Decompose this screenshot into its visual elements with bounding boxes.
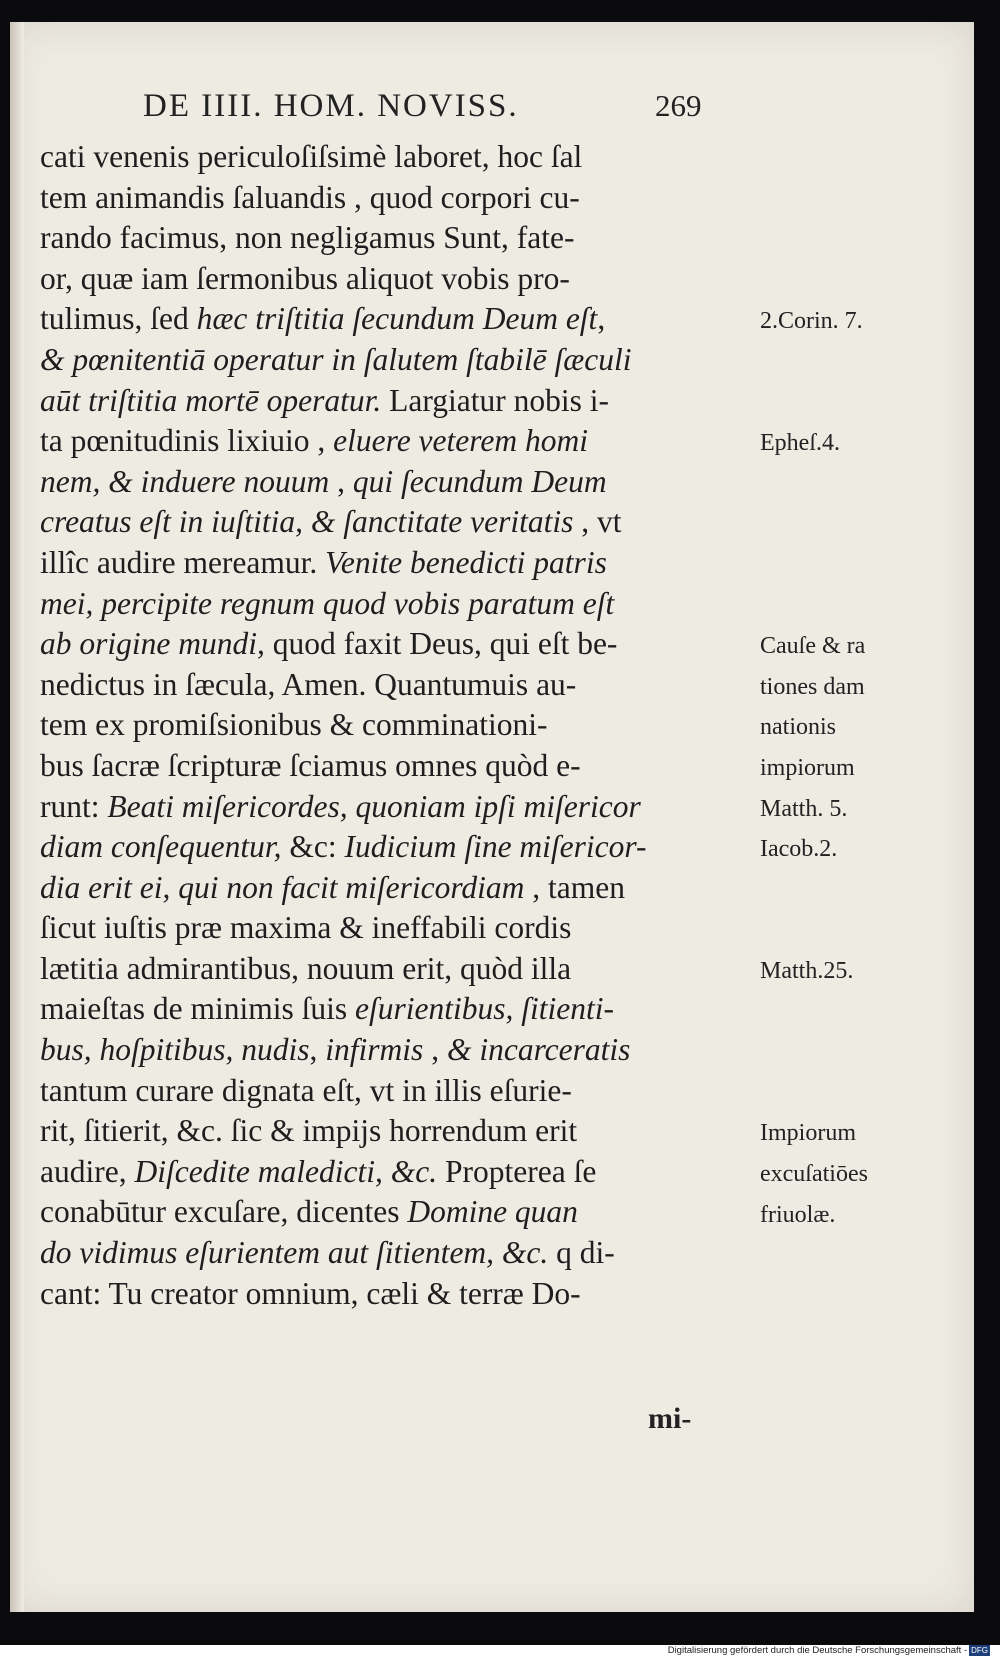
- text-segment: q di-: [548, 1235, 615, 1271]
- italic-segment: infirmis: [325, 1032, 424, 1068]
- italic-segment: bus, hoſpitibus, nudis: [40, 1032, 310, 1068]
- italic-segment: Iudicium ſine miſericor-: [344, 829, 647, 865]
- body-text: [40, 137, 868, 1314]
- text-line: [40, 1071, 740, 1112]
- catchword: mi-: [648, 1402, 692, 1435]
- text-line: [40, 949, 740, 990]
- text-line: [40, 584, 740, 625]
- text-segment: ſicut iuſtis præ maxima & ineffabili cordis: [40, 910, 572, 946]
- italic-segment: ab origine mundi,: [40, 626, 265, 662]
- text-line: [40, 746, 740, 787]
- text-line: [40, 543, 740, 584]
- text-line: [40, 989, 740, 1030]
- text-segment: lætitia admirantibus, nouum erit, quòd illa: [40, 950, 572, 986]
- text-line: [40, 827, 740, 868]
- text-segment: Largiatur nobis i-: [381, 382, 610, 418]
- text-segment: illîc audire mereamur.: [40, 544, 326, 580]
- text-line: [40, 299, 740, 340]
- text-segment: ,: [329, 463, 353, 499]
- text-line: [40, 502, 740, 543]
- text-segment: bus ſacræ ſcripturæ ſciamus omnes quòd e-: [40, 747, 581, 783]
- text-line: [40, 1233, 740, 1274]
- page-gutter-shadow: [10, 22, 24, 1612]
- margin-note: impiorum: [760, 755, 855, 781]
- margin-note: Matth.25.: [760, 958, 854, 984]
- text-segment: conabūtur excuſare, dicentes: [40, 1194, 408, 1230]
- text-segment: or, quæ iam ſermonibus aliquot vobis pro-: [40, 260, 570, 296]
- italic-segment: diam conſequentur,: [40, 829, 282, 865]
- text-line: [40, 218, 740, 259]
- italic-segment: Venite benedicti patris: [325, 544, 607, 580]
- text-segment: ,: [597, 301, 606, 337]
- text-segment: rit, ſitierit, &c. ſic & impijs horrendum erit: [40, 1113, 578, 1149]
- text-line: [40, 178, 740, 219]
- text-line: [40, 868, 740, 909]
- text-line: [40, 381, 740, 422]
- text-segment: tulimus, ſed: [40, 301, 197, 337]
- margin-note: Impiorum: [760, 1120, 856, 1147]
- digitization-credit: [668, 1645, 990, 1656]
- margin-note: Matth. 5.: [760, 795, 848, 822]
- italic-segment: creatus eſt in iuſtitia, & ſanctitate veritatis: [40, 504, 574, 540]
- margin-note: tiones dam: [760, 673, 865, 700]
- italic-segment: & pœnitentiā operatur in ſalutem ſtabilē ſæculi: [40, 341, 632, 377]
- text-segment: cant: Tu creator omnium, cæli & terræ Do-: [40, 1275, 581, 1311]
- dfg-logo: DFG: [971, 1646, 988, 1655]
- text-line: [40, 787, 740, 828]
- text-segment: tem animandis ſaluandis , quod corpori cu-: [40, 179, 580, 215]
- text-line: [40, 1030, 740, 1071]
- margin-note: 2.Corin. 7.: [760, 308, 863, 335]
- text-segment: nedictus in ſæcula, Amen. Quantumuis au-: [40, 666, 577, 702]
- text-line: [40, 908, 740, 949]
- credit-text: Digitalisierung gefördert durch die Deutsche Forschungsgemeinschaft -: [667, 1645, 968, 1656]
- italic-segment: eſurientibus, ſitienti-: [354, 991, 614, 1027]
- text-line: [40, 1274, 740, 1315]
- text-line: [40, 624, 740, 665]
- text-line: [40, 462, 740, 503]
- italic-segment: & incarceratis: [446, 1032, 631, 1068]
- text-line: [40, 1192, 740, 1233]
- running-head: DE IIII. HOM. NOVISS.: [143, 88, 519, 124]
- margin-note: friuolæ.: [760, 1201, 836, 1228]
- italic-segment: Domine quan: [407, 1194, 578, 1230]
- page-number: 269: [655, 88, 702, 123]
- text-line: [40, 340, 740, 381]
- text-line: [40, 421, 740, 462]
- italic-segment: Diſcedite maledicti, &c.: [134, 1153, 438, 1189]
- text-line: [40, 665, 740, 706]
- text-segment: ,: [309, 1032, 326, 1068]
- text-segment: audire,: [40, 1153, 135, 1189]
- italic-segment: hæc triſtitia ſecundum Deum eſt: [196, 301, 598, 337]
- text-segment: quod faxit Deus, qui eſt be-: [264, 626, 618, 662]
- text-line: [40, 1152, 740, 1193]
- italic-segment: nem, & induere nouum: [40, 463, 330, 499]
- text-segment: , tamen: [524, 869, 625, 905]
- text-line: [40, 259, 740, 300]
- italic-segment: dia erit ei, qui non facit miſericordiam: [40, 869, 525, 905]
- text-segment: , vt: [573, 504, 622, 540]
- text-segment: tem ex promiſsionibus & comminationi-: [40, 707, 548, 743]
- margin-note: excuſatiōes: [760, 1161, 868, 1187]
- text-segment: ,: [423, 1032, 447, 1068]
- text-segment: cati venenis periculoſiſsimè laboret, hoc ſal: [40, 139, 583, 174]
- margin-note: Iacob.2.: [760, 836, 838, 863]
- italic-segment: aūt triſtitia mortē operatur.: [40, 382, 382, 418]
- italic-segment: do vidimus eſurientem aut ſitientem, &c.: [40, 1235, 549, 1271]
- italic-segment: eluere veterem homi: [333, 423, 588, 459]
- text-segment: runt:: [40, 788, 108, 824]
- text-segment: tantum curare dignata eſt, vt in illis eſurie-: [40, 1072, 572, 1108]
- margin-note: nationis: [760, 714, 836, 741]
- italic-segment: mei, percipite regnum quod vobis paratum eſt: [40, 585, 615, 621]
- text-line: [40, 1111, 740, 1152]
- text-segment: ta pœnitudinis lixiuio ,: [40, 423, 334, 459]
- margin-note: Cauſe & ra: [760, 633, 866, 660]
- italic-segment: Beati miſericordes, quoniam ipſi miſericor: [107, 788, 641, 824]
- text-line: [40, 705, 740, 746]
- italic-segment: qui ſecundum Deum: [352, 463, 607, 499]
- text-line: [40, 137, 740, 178]
- margin-note: Epheſ.4.: [760, 430, 840, 457]
- text-segment: &c:: [281, 829, 345, 865]
- text-segment: maieſtas de minimis ſuis: [40, 991, 355, 1027]
- text-segment: Propterea ſe: [437, 1153, 597, 1189]
- text-segment: rando facimus, non negligamus Sunt, fate-: [40, 220, 575, 256]
